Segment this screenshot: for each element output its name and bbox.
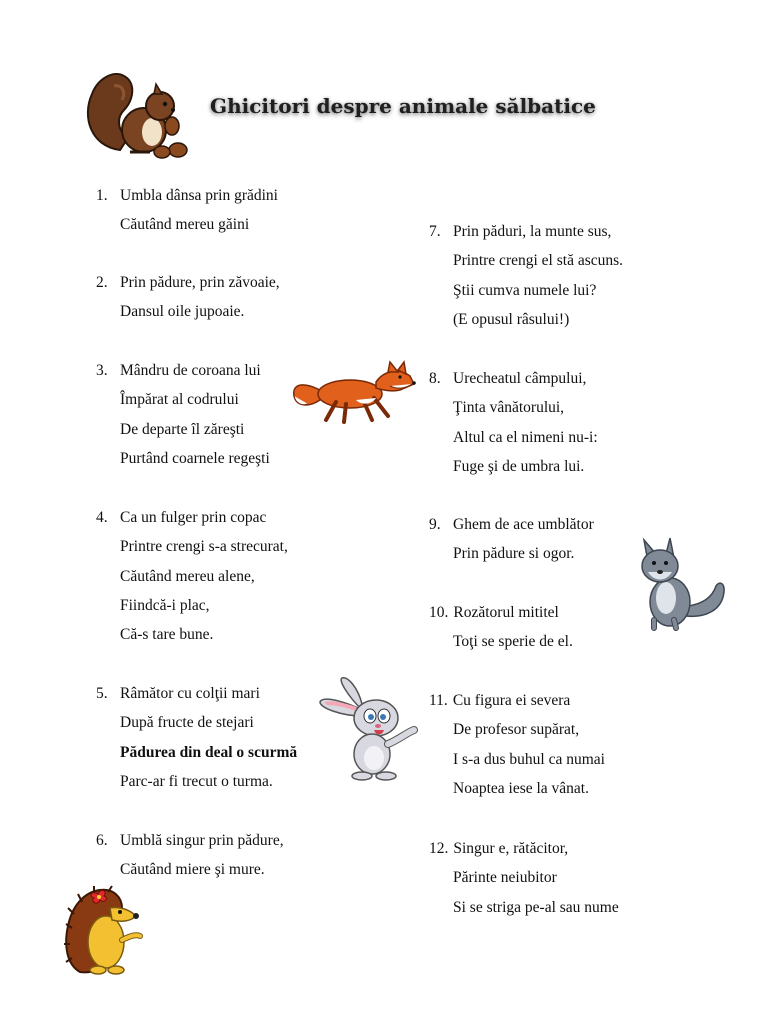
- wolf-illustration: [626, 536, 726, 632]
- riddle-number: 4.: [96, 509, 108, 526]
- riddle-line: Mândru de coroana lui: [120, 362, 261, 379]
- riddle-line: Ca un fulger prin copac: [120, 509, 267, 526]
- riddle-line: Prin pădure, prin zăvoaie,: [120, 274, 280, 291]
- rabbit-illustration: [318, 672, 418, 782]
- riddle-line: (E opusul râsului!): [453, 310, 570, 328]
- riddle-line: Dansul oile jupoaie.: [120, 303, 245, 321]
- riddle-line: Fiindcă-i plac,: [120, 596, 210, 614]
- riddle-number: 5.: [96, 685, 108, 702]
- riddle-6: [96, 826, 284, 885]
- riddle-line: Umbla dânsa prin grădini: [120, 187, 278, 204]
- riddle-line: Împărat al codrului: [120, 391, 239, 409]
- riddle-line: Pădurea din deal o scurmă: [120, 743, 298, 761]
- riddle-line: Ştii cumva numele lui?: [453, 281, 597, 299]
- riddle-number: 10.: [429, 604, 449, 621]
- riddle-number: 8.: [429, 370, 441, 387]
- riddle-7: [429, 217, 623, 334]
- riddle-number: 2.: [96, 274, 108, 291]
- riddle-line: Că-s tare bune.: [120, 626, 214, 644]
- riddle-4: [96, 503, 288, 649]
- fox-illustration: [290, 360, 418, 426]
- riddle-3: [96, 356, 270, 473]
- riddle-number: 9.: [429, 516, 441, 533]
- riddle-2: [96, 268, 280, 327]
- riddle-line: De profesor supărat,: [453, 721, 580, 739]
- riddle-line: Umblă singur prin pădure,: [120, 832, 284, 849]
- riddle-line: Printre crengi s-a strecurat,: [120, 538, 288, 556]
- riddle-8: [429, 364, 598, 481]
- riddle-number: 7.: [429, 223, 441, 240]
- riddle-line: Urecheatul câmpului,: [453, 370, 587, 387]
- riddle-line: Râmător cu colţii mari: [120, 685, 260, 702]
- riddle-line: Căutând miere şi mure.: [120, 861, 265, 879]
- riddle-line: Si se striga pe-al sau nume: [453, 898, 619, 916]
- riddle-line: Printre crengi el stă ascuns.: [453, 252, 624, 270]
- riddle-line: De departe îl zăreşti: [120, 420, 245, 438]
- riddle-line: Fuge şi de umbra lui.: [453, 457, 585, 475]
- riddle-10: [429, 598, 573, 657]
- riddle-line: Purtând coarnele regeşti: [120, 449, 270, 467]
- riddle-number: 1.: [96, 187, 108, 204]
- riddle-number: 12.: [429, 840, 449, 857]
- hedgehog-illustration: [64, 884, 144, 976]
- riddle-number: 3.: [96, 362, 108, 379]
- riddle-9: [429, 510, 594, 569]
- riddle-line: Noaptea iese la vânat.: [453, 779, 589, 797]
- riddle-5: [96, 679, 297, 796]
- riddle-line: Prin pădure si ogor.: [453, 545, 575, 563]
- riddle-line: Părinte neiubitor: [453, 869, 557, 887]
- riddle-line: Căutând mereu găini: [120, 216, 250, 234]
- riddle-line: Ghem de ace umblător: [453, 516, 594, 533]
- riddle-line: Altul ca el nimeni nu-i:: [453, 428, 598, 446]
- riddle-line: Singur e, rătăcitor,: [453, 840, 569, 857]
- riddle-11: [429, 686, 605, 803]
- riddle-1: [96, 181, 278, 240]
- page-title: Ghicitori despre animale sălbatice: [210, 94, 596, 118]
- riddle-number: 11.: [429, 692, 448, 709]
- riddle-line: După fructe de stejari: [120, 714, 254, 732]
- riddle-line: Prin păduri, la munte sus,: [453, 223, 612, 240]
- riddle-line: Parc-ar fi trecut o turma.: [120, 772, 273, 790]
- squirrel-illustration: [80, 66, 192, 162]
- riddle-line: Rozătorul mititel: [453, 604, 559, 621]
- riddle-line: Căutând mereu alene,: [120, 567, 255, 585]
- riddle-line: Cu figura ei severa: [452, 692, 571, 709]
- riddle-line: Ţinta vânătorului,: [453, 399, 565, 417]
- riddle-line: I s-a dus buhul ca numai: [453, 750, 605, 768]
- riddle-number: 6.: [96, 832, 108, 849]
- riddle-12: [429, 834, 619, 922]
- riddle-line: Toţi se sperie de el.: [453, 633, 573, 651]
